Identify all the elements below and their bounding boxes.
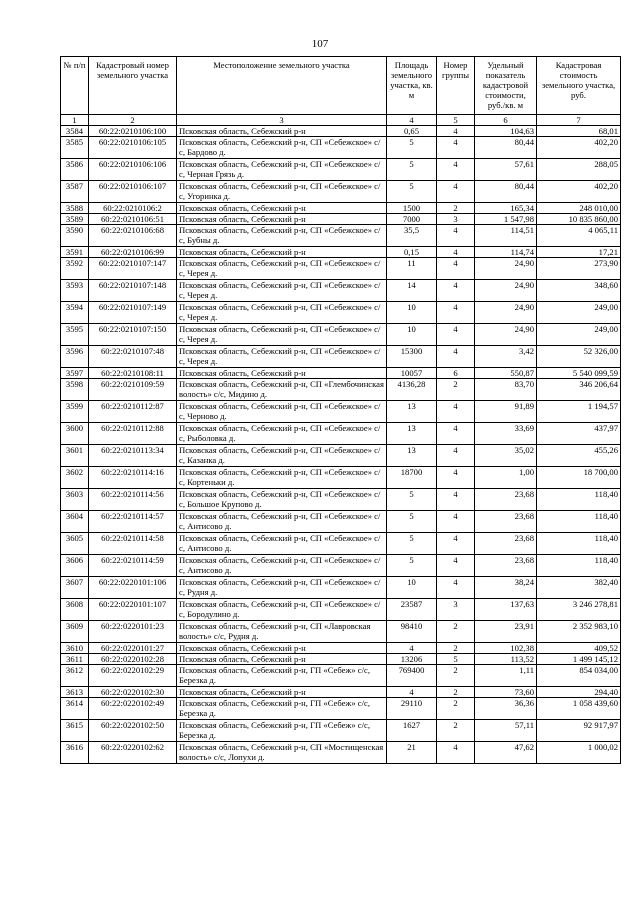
table-row (61, 368, 621, 379)
location-cell: Псковская область, Себежский р-н (177, 687, 387, 698)
area-cell: 0,65 (387, 126, 437, 137)
specific-value-cell: 33,69 (475, 423, 537, 445)
area-cell: 5 (387, 489, 437, 511)
area-cell: 4136,28 (387, 379, 437, 401)
page-number: 107 (311, 38, 329, 50)
column-number: 6 (475, 115, 537, 126)
cadastral-number-cell: 60:22:0220102:62 (89, 742, 177, 764)
location-cell: Псковская область, Себежский р-н, СП «Себежское» с/с, Угоринка д. (177, 181, 387, 203)
area-cell: 769400 (387, 665, 437, 687)
cadastral-cost-cell: 68,01 (537, 126, 621, 137)
specific-value-cell: 73,60 (475, 687, 537, 698)
table-row (61, 203, 621, 214)
row-number-cell: 3608 (61, 599, 89, 621)
table-row (61, 302, 621, 324)
row-number-cell: 3596 (61, 346, 89, 368)
area-cell: 5 (387, 137, 437, 159)
specific-value-cell: 23,68 (475, 555, 537, 577)
cadastral-number-cell: 60:22:0210114:57 (89, 511, 177, 533)
table-row (61, 423, 621, 445)
area-cell: 10 (387, 302, 437, 324)
table-row (61, 577, 621, 599)
column-number: 3 (177, 115, 387, 126)
group-number-cell: 4 (437, 533, 475, 555)
location-cell: Псковская область, Себежский р-н, СП «Мостищенская волость» с/с, Лопухи д. (177, 742, 387, 764)
specific-value-cell: 137,63 (475, 599, 537, 621)
cadastral-cost-cell: 402,20 (537, 137, 621, 159)
row-number-cell: 3591 (61, 247, 89, 258)
location-cell: Псковская область, Себежский р-н (177, 214, 387, 225)
group-number-cell: 4 (437, 511, 475, 533)
location-cell: Псковская область, Себежский р-н, СП «Себежское» с/с, Бубны д. (177, 225, 387, 247)
row-number-cell: 3607 (61, 577, 89, 599)
location-cell: Псковская область, Себежский р-н, СП «Себежское» с/с, Бардово д. (177, 137, 387, 159)
group-number-cell: 2 (437, 643, 475, 654)
specific-value-cell: 57,61 (475, 159, 537, 181)
header-specific-value: Удельный показатель кадастровой стоимости, руб./кв. м (475, 57, 537, 115)
cadastral-number-cell: 60:22:0210107:48 (89, 346, 177, 368)
cadastral-number-cell: 60:22:0210107:150 (89, 324, 177, 346)
row-number-cell: 3599 (61, 401, 89, 423)
group-number-cell: 2 (437, 665, 475, 687)
location-cell: Псковская область, Себежский р-н, СП «Себежское» с/с, Антисово д. (177, 533, 387, 555)
cadastral-cost-cell: 118,40 (537, 555, 621, 577)
row-number-cell: 3602 (61, 467, 89, 489)
row-number-cell: 3593 (61, 280, 89, 302)
cadastral-number-cell: 60:22:0210106:51 (89, 214, 177, 225)
cadastral-number-cell: 60:22:0210106:99 (89, 247, 177, 258)
table-row (61, 698, 621, 720)
group-number-cell: 2 (437, 698, 475, 720)
group-number-cell: 6 (437, 368, 475, 379)
area-cell: 10057 (387, 368, 437, 379)
cadastral-table (60, 56, 621, 764)
table-row (61, 533, 621, 555)
location-cell: Псковская область, Себежский р-н, СП «Лавровская волость» с/с, Рудня д. (177, 621, 387, 643)
cadastral-cost-cell: 10 835 860,00 (537, 214, 621, 225)
row-number-cell: 3588 (61, 203, 89, 214)
cadastral-cost-cell: 1 194,57 (537, 401, 621, 423)
table-row (61, 643, 621, 654)
area-cell: 23587 (387, 599, 437, 621)
area-cell: 35,5 (387, 225, 437, 247)
row-number-cell: 3605 (61, 533, 89, 555)
cadastral-cost-cell: 402,20 (537, 181, 621, 203)
row-number-cell: 3612 (61, 665, 89, 687)
row-number-cell: 3615 (61, 720, 89, 742)
area-cell: 13 (387, 423, 437, 445)
group-number-cell: 4 (437, 247, 475, 258)
cadastral-cost-cell: 382,40 (537, 577, 621, 599)
specific-value-cell: 36,36 (475, 698, 537, 720)
table-row (61, 720, 621, 742)
area-cell: 4 (387, 687, 437, 698)
row-number-cell: 3600 (61, 423, 89, 445)
group-number-cell: 4 (437, 742, 475, 764)
table-row (61, 489, 621, 511)
area-cell: 5 (387, 533, 437, 555)
location-cell: Псковская область, Себежский р-н, СП «Себежское» с/с, Черея д. (177, 280, 387, 302)
table-row (61, 137, 621, 159)
row-number-cell: 3597 (61, 368, 89, 379)
group-number-cell: 4 (437, 577, 475, 599)
area-cell: 11 (387, 258, 437, 280)
row-number-cell: 3613 (61, 687, 89, 698)
cadastral-number-cell: 60:22:0220101:106 (89, 577, 177, 599)
location-cell: Псковская область, Себежский р-н (177, 247, 387, 258)
cadastral-cost-cell: 346 206,64 (537, 379, 621, 401)
area-cell: 98410 (387, 621, 437, 643)
area-cell: 13 (387, 401, 437, 423)
specific-value-cell: 1 547,98 (475, 214, 537, 225)
location-cell: Псковская область, Себежский р-н (177, 654, 387, 665)
table-row (61, 247, 621, 258)
location-cell: Псковская область, Себежский р-н, ГП «Себеж» с/с, Березка д. (177, 665, 387, 687)
location-cell: Псковская область, Себежский р-н, СП «Себежское» с/с, Бородулино д. (177, 599, 387, 621)
area-cell: 1500 (387, 203, 437, 214)
group-number-cell: 3 (437, 214, 475, 225)
specific-value-cell: 165,34 (475, 203, 537, 214)
location-cell: Псковская область, Себежский р-н, СП «Себежское» с/с, Рудня д. (177, 577, 387, 599)
row-number-cell: 3594 (61, 302, 89, 324)
group-number-cell: 4 (437, 445, 475, 467)
area-cell: 5 (387, 511, 437, 533)
location-cell: Псковская область, Себежский р-н, СП «Себежское» с/с, Антисово д. (177, 555, 387, 577)
area-cell: 29110 (387, 698, 437, 720)
group-number-cell: 4 (437, 489, 475, 511)
row-number-cell: 3604 (61, 511, 89, 533)
location-cell: Псковская область, Себежский р-н, ГП «Себеж» с/с, Березка д. (177, 720, 387, 742)
specific-value-cell: 24,90 (475, 280, 537, 302)
table-row (61, 665, 621, 687)
row-number-cell: 3609 (61, 621, 89, 643)
cadastral-number-cell: 60:22:0210106:100 (89, 126, 177, 137)
location-cell: Псковская область, Себежский р-н, СП «Себежское» с/с, Кортеньки д. (177, 467, 387, 489)
table-row (61, 742, 621, 764)
group-number-cell: 4 (437, 126, 475, 137)
cadastral-number-cell: 60:22:0220101:27 (89, 643, 177, 654)
table-row (61, 181, 621, 203)
specific-value-cell: 550,87 (475, 368, 537, 379)
specific-value-cell: 24,90 (475, 324, 537, 346)
specific-value-cell: 23,68 (475, 533, 537, 555)
cadastral-number-cell: 60:22:0210107:148 (89, 280, 177, 302)
area-cell: 7000 (387, 214, 437, 225)
group-number-cell: 4 (437, 346, 475, 368)
specific-value-cell: 91,89 (475, 401, 537, 423)
group-number-cell: 2 (437, 379, 475, 401)
area-cell: 10 (387, 577, 437, 599)
cadastral-number-cell: 60:22:0210114:56 (89, 489, 177, 511)
table-row (61, 346, 621, 368)
column-number: 1 (61, 115, 89, 126)
location-cell: Псковская область, Себежский р-н, СП «Себежское» с/с, Черея д. (177, 302, 387, 324)
table-row (61, 126, 621, 137)
cadastral-number-cell: 60:22:0220101:107 (89, 599, 177, 621)
row-number-cell: 3601 (61, 445, 89, 467)
area-cell: 5 (387, 159, 437, 181)
cadastral-cost-cell: 455,26 (537, 445, 621, 467)
row-number-cell: 3603 (61, 489, 89, 511)
table-row (61, 379, 621, 401)
cadastral-number-cell: 60:22:0210112:87 (89, 401, 177, 423)
area-cell: 13 (387, 445, 437, 467)
cadastral-cost-cell: 348,60 (537, 280, 621, 302)
row-number-cell: 3598 (61, 379, 89, 401)
specific-value-cell: 80,44 (475, 181, 537, 203)
row-number-cell: 3611 (61, 654, 89, 665)
specific-value-cell: 114,74 (475, 247, 537, 258)
cadastral-number-cell: 60:22:0210106:106 (89, 159, 177, 181)
column-number: 2 (89, 115, 177, 126)
cadastral-cost-cell: 1 058 439,60 (537, 698, 621, 720)
cadastral-cost-cell: 2 352 983,10 (537, 621, 621, 643)
location-cell: Псковская область, Себежский р-н, СП «Себежское» с/с, Казанка д. (177, 445, 387, 467)
table-row (61, 225, 621, 247)
table-row (61, 258, 621, 280)
cadastral-number-cell: 60:22:0210107:149 (89, 302, 177, 324)
group-number-cell: 2 (437, 720, 475, 742)
cadastral-cost-cell: 437,97 (537, 423, 621, 445)
table-row (61, 555, 621, 577)
column-number: 5 (437, 115, 475, 126)
area-cell: 5 (387, 181, 437, 203)
table-row (61, 511, 621, 533)
specific-value-cell: 3,42 (475, 346, 537, 368)
row-number-cell: 3610 (61, 643, 89, 654)
location-cell: Псковская область, Себежский р-н (177, 203, 387, 214)
location-cell: Псковская область, Себежский р-н, СП «Глембочинская волость» с/с, Мидино д. (177, 379, 387, 401)
row-number-cell: 3616 (61, 742, 89, 764)
column-number: 4 (387, 115, 437, 126)
group-number-cell: 4 (437, 302, 475, 324)
cadastral-cost-cell: 854 034,00 (537, 665, 621, 687)
group-number-cell: 4 (437, 467, 475, 489)
table-row (61, 401, 621, 423)
header-location: Местоположение земельного участка (177, 57, 387, 115)
specific-value-cell: 57,11 (475, 720, 537, 742)
cadastral-number-cell: 60:22:0210108:11 (89, 368, 177, 379)
specific-value-cell: 104,63 (475, 126, 537, 137)
specific-value-cell: 102,38 (475, 643, 537, 654)
cadastral-number-cell: 60:22:0210114:58 (89, 533, 177, 555)
cadastral-cost-cell: 3 246 278,81 (537, 599, 621, 621)
cadastral-cost-cell: 18 700,00 (537, 467, 621, 489)
cadastral-number-cell: 60:22:0220101:23 (89, 621, 177, 643)
cadastral-cost-cell: 118,40 (537, 533, 621, 555)
cadastral-cost-cell: 4 065,11 (537, 225, 621, 247)
cadastral-cost-cell: 5 540 099,59 (537, 368, 621, 379)
location-cell: Псковская область, Себежский р-н, СП «Себежское» с/с, Черново д. (177, 401, 387, 423)
table-row (61, 599, 621, 621)
location-cell: Псковская область, Себежский р-н (177, 368, 387, 379)
row-number-cell: 3587 (61, 181, 89, 203)
location-cell: Псковская область, Себежский р-н, ГП «Себеж» с/с, Березка д. (177, 698, 387, 720)
cadastral-number-cell: 60:22:0210106:107 (89, 181, 177, 203)
group-number-cell: 4 (437, 181, 475, 203)
row-number-cell: 3585 (61, 137, 89, 159)
specific-value-cell: 23,68 (475, 511, 537, 533)
cadastral-cost-cell: 118,40 (537, 489, 621, 511)
area-cell: 0,15 (387, 247, 437, 258)
cadastral-number-cell: 60:22:0210114:16 (89, 467, 177, 489)
specific-value-cell: 113,52 (475, 654, 537, 665)
header-cadastral-number: Кадастровый номер земельного участка (89, 57, 177, 115)
specific-value-cell: 23,91 (475, 621, 537, 643)
cadastral-number-cell: 60:22:0210106:105 (89, 137, 177, 159)
specific-value-cell: 24,90 (475, 258, 537, 280)
cadastral-cost-cell: 17,21 (537, 247, 621, 258)
location-cell: Псковская область, Себежский р-н, СП «Себежское» с/с, Рыболовка д. (177, 423, 387, 445)
cadastral-cost-cell: 249,00 (537, 302, 621, 324)
area-cell: 1627 (387, 720, 437, 742)
cadastral-cost-cell: 118,40 (537, 511, 621, 533)
cadastral-number-cell: 60:22:0210112:88 (89, 423, 177, 445)
group-number-cell: 5 (437, 654, 475, 665)
table-row (61, 687, 621, 698)
table-row (61, 214, 621, 225)
cadastral-cost-cell: 409,52 (537, 643, 621, 654)
row-number-cell: 3614 (61, 698, 89, 720)
cadastral-number-cell: 60:22:0220102:50 (89, 720, 177, 742)
cadastral-number-cell: 60:22:0210109:59 (89, 379, 177, 401)
specific-value-cell: 80,44 (475, 137, 537, 159)
row-number-cell: 3586 (61, 159, 89, 181)
group-number-cell: 4 (437, 225, 475, 247)
area-cell: 10 (387, 324, 437, 346)
group-number-cell: 4 (437, 423, 475, 445)
column-number: 7 (537, 115, 621, 126)
cadastral-cost-cell: 248 010,00 (537, 203, 621, 214)
group-number-cell: 3 (437, 599, 475, 621)
specific-value-cell: 114,51 (475, 225, 537, 247)
group-number-cell: 4 (437, 159, 475, 181)
group-number-cell: 4 (437, 280, 475, 302)
cadastral-cost-cell: 1 000,02 (537, 742, 621, 764)
cadastral-cost-cell: 92 917,97 (537, 720, 621, 742)
table-row (61, 654, 621, 665)
row-number-cell: 3606 (61, 555, 89, 577)
cadastral-number-cell: 60:22:0220102:30 (89, 687, 177, 698)
group-number-cell: 4 (437, 555, 475, 577)
group-number-cell: 4 (437, 401, 475, 423)
table-row (61, 324, 621, 346)
area-cell: 5 (387, 555, 437, 577)
group-number-cell: 4 (437, 324, 475, 346)
cadastral-number-cell: 60:22:0210107:147 (89, 258, 177, 280)
specific-value-cell: 35,02 (475, 445, 537, 467)
cadastral-cost-cell: 288,05 (537, 159, 621, 181)
table-row (61, 467, 621, 489)
area-cell: 13206 (387, 654, 437, 665)
area-cell: 14 (387, 280, 437, 302)
table-row (61, 621, 621, 643)
cadastral-cost-cell: 1 499 145,12 (537, 654, 621, 665)
location-cell: Псковская область, Себежский р-н, СП «Себежское» с/с, Большое Крупово д. (177, 489, 387, 511)
specific-value-cell: 47,62 (475, 742, 537, 764)
header-group: Номер группы (437, 57, 475, 115)
table-row (61, 159, 621, 181)
area-cell: 21 (387, 742, 437, 764)
table-body (61, 126, 621, 764)
specific-value-cell: 23,68 (475, 489, 537, 511)
area-cell: 4 (387, 643, 437, 654)
location-cell: Псковская область, Себежский р-н, СП «Себежское» с/с, Черея д. (177, 258, 387, 280)
row-number-cell: 3595 (61, 324, 89, 346)
location-cell: Псковская область, Себежский р-н, СП «Себежское» с/с, Антисово д. (177, 511, 387, 533)
cadastral-number-cell: 60:22:0210113:34 (89, 445, 177, 467)
location-cell: Псковская область, Себежский р-н (177, 643, 387, 654)
specific-value-cell: 1,00 (475, 467, 537, 489)
location-cell: Псковская область, Себежский р-н (177, 126, 387, 137)
row-number-cell: 3592 (61, 258, 89, 280)
group-number-cell: 4 (437, 137, 475, 159)
location-cell: Псковская область, Себежский р-н, СП «Себежское» с/с, Черея д. (177, 346, 387, 368)
cadastral-number-cell: 60:22:0210106:68 (89, 225, 177, 247)
specific-value-cell: 1,11 (475, 665, 537, 687)
column-number-row (61, 115, 621, 126)
group-number-cell: 2 (437, 203, 475, 214)
cadastral-number-cell: 60:22:0220102:29 (89, 665, 177, 687)
header-num: № п/п (61, 57, 89, 115)
group-number-cell: 2 (437, 687, 475, 698)
row-number-cell: 3590 (61, 225, 89, 247)
cadastral-number-cell: 60:22:0210114:59 (89, 555, 177, 577)
cadastral-cost-cell: 294,40 (537, 687, 621, 698)
table-row (61, 445, 621, 467)
group-number-cell: 4 (437, 258, 475, 280)
table-row (61, 280, 621, 302)
area-cell: 15300 (387, 346, 437, 368)
area-cell: 18700 (387, 467, 437, 489)
specific-value-cell: 38,24 (475, 577, 537, 599)
cadastral-cost-cell: 249,00 (537, 324, 621, 346)
group-number-cell: 2 (437, 621, 475, 643)
cadastral-number-cell: 60:22:0220102:28 (89, 654, 177, 665)
cadastral-number-cell: 60:22:0210106:2 (89, 203, 177, 214)
cadastral-cost-cell: 273,90 (537, 258, 621, 280)
header-area: Площадь земельного участка, кв. м (387, 57, 437, 115)
cadastral-number-cell: 60:22:0220102:49 (89, 698, 177, 720)
header-cadastral-cost: Кадастровая стоимость земельного участка, руб. (537, 57, 621, 115)
location-cell: Псковская область, Себежский р-н, СП «Себежское» с/с, Черная Грязь д. (177, 159, 387, 181)
specific-value-cell: 24,90 (475, 302, 537, 324)
specific-value-cell: 83,70 (475, 379, 537, 401)
row-number-cell: 3584 (61, 126, 89, 137)
row-number-cell: 3589 (61, 214, 89, 225)
location-cell: Псковская область, Себежский р-н, СП «Себежское» с/с, Черея д. (177, 324, 387, 346)
cadastral-cost-cell: 52 326,00 (537, 346, 621, 368)
